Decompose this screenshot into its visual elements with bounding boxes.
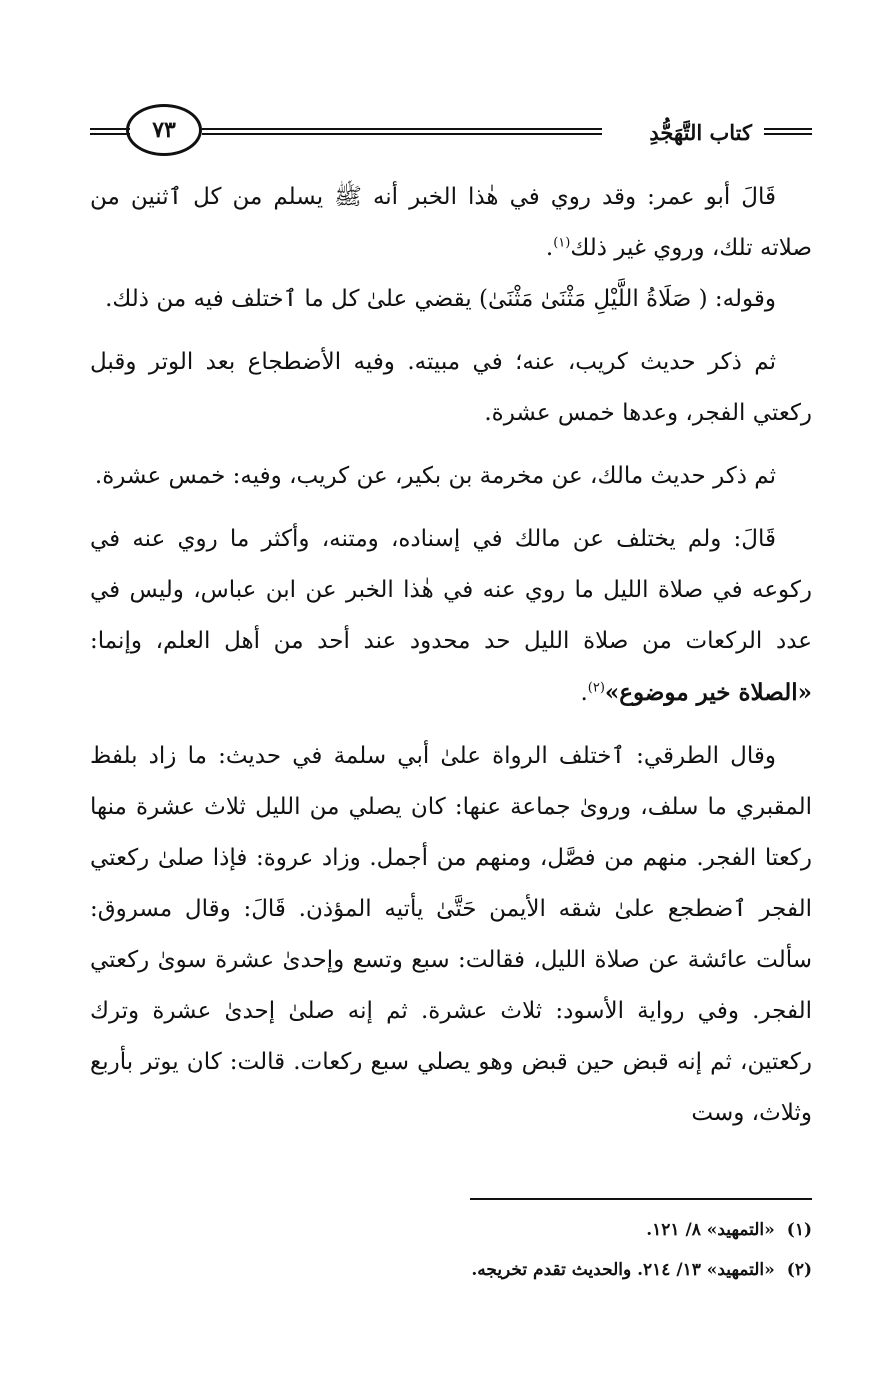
footnotes [90, 1210, 812, 1290]
quoted-saying: «الصلاة خير موضوع» [604, 679, 812, 706]
paragraph-text: ثم ذكر حديث مالك، عن مخرمة بن بكير، عن كريب، وفيه: خمس عشرة. [94, 463, 776, 489]
paragraph-end: . [580, 680, 588, 706]
book-page [90, 0, 812, 1388]
footnote-2 [90, 1250, 812, 1290]
footnote-ref-1: (١) [553, 235, 571, 251]
page-header [90, 104, 812, 160]
paragraph-text: قَالَ أبو عمر: وقد روي في هٰذا الخبر أنه ﷺ يسلم من كل ٱثنين من صلاته تلك، وروي غير ذلك [90, 184, 812, 261]
paragraph-1 [90, 172, 812, 274]
book-title: كتاب التَّهَجُّدِ [649, 120, 752, 145]
footnote-separator [470, 1198, 812, 1200]
header-dash-left [90, 128, 130, 135]
footnote-ref-2: (٢) [587, 680, 605, 696]
paragraph-2 [90, 274, 812, 325]
paragraph-6 [90, 731, 812, 1139]
header-dash-right [764, 128, 812, 135]
paragraph-text: ثم ذكر حديث كريب، عنه؛ في مبيته. وفيه الأضطجاع بعد الوتر وقبل ركعتي الفجر، وعدها خمس عشرة. [90, 349, 812, 426]
main-text [90, 172, 812, 1151]
paragraph-3 [90, 337, 812, 439]
page-number: ٧٣ [126, 104, 202, 156]
footnote-number: (٢) [786, 1260, 812, 1280]
paragraph-text: وقال الطرقي: ٱختلف الرواة علىٰ أبي سلمة في حديث: ما زاد بلفظ المقبري ما سلف، وروىٰ جماعة عنها: كان يصلي من الليل ثلاث عشرة منها ركعتا الفجر. منهم من فصَّل، ومنهم من أجمل. وزاد عروة: فإذا صلىٰ ركعتي الفجر ٱضطجع علىٰ شقه الأيمن حَتَّىٰ يأتيه المؤذن. قَالَ: وقال مسروق: سألت عائشة عن صلاة الليل، فقالت: سبع وتسع وإحدىٰ عشرة سوىٰ ركعتي الفجر. وفي رواية الأسود: ثلاث عشرة. ثم إنه صلىٰ إحدىٰ عشرة وترك ركعتين، ثم إنه قبض حين قبض وهو يصلي سبع ركعات. قالت: كان يوتر بأربع وثلاث، وست [90, 743, 812, 1126]
paragraph-end: . [545, 235, 554, 261]
footnote-1 [90, 1210, 812, 1250]
paragraph-5 [90, 514, 812, 719]
footnote-number: (١) [786, 1220, 812, 1240]
paragraph-text: قَالَ: ولم يختلف عن مالك في إسناده، ومتنه، وأكثر ما روي عنه في ركوعه في صلاة الليل ما روي عنه في هٰذا الخبر عن ابن عباس، وليس في عدد الركعات من صلاة الليل حد محدود عند أحد من أهل العلم، وإنما: [90, 526, 812, 654]
paragraph-text: وقوله: ( صَلَاةُ اللَّيْلِ مَثْنَىٰ مَثْنَىٰ) يقضي علىٰ كل ما ٱختلف فيه من ذلك. [105, 286, 776, 312]
footnote-text: «التمهيد» ٨/ ١٢١. [646, 1220, 775, 1240]
paragraph-4 [90, 451, 812, 502]
header-rule [202, 128, 602, 135]
footnote-text: «التمهيد» ١٣/ ٢١٤. والحديث تقدم تخريجه. [471, 1260, 775, 1280]
